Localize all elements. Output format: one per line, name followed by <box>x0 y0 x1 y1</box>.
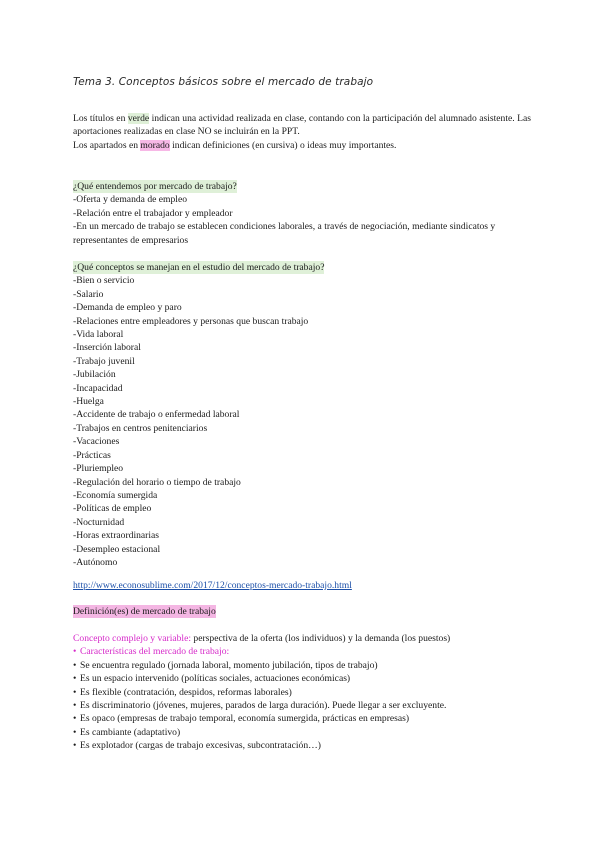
section-conceptos <box>73 261 531 569</box>
list-item: -Huelga <box>73 396 104 408</box>
bullet-item: • Es flexible (contratación, despidos, reformas laborales) <box>73 686 292 698</box>
list-item: -Trabajo juvenil <box>73 355 135 367</box>
intro-paragraph <box>73 112 531 152</box>
definition-heading-row <box>73 605 531 618</box>
list-item: -Salario <box>73 288 104 300</box>
list-item: -Economía sumergida <box>73 489 158 501</box>
list-item: -Prácticas <box>73 449 111 461</box>
bullet-item: • Es explotador (cargas de trabajo excesivas, subcontratación…) <box>73 740 321 752</box>
list-item: -Accidente de trabajo o enfermedad laboral <box>73 409 240 421</box>
bullet-item: • Es un espacio intervenido (políticas sociales, actuaciones económicas) <box>73 673 351 685</box>
section-mercado-trabajo <box>73 180 531 247</box>
list-item: -Políticas de empleo <box>73 503 152 515</box>
section-question: ¿Qué conceptos se manejan en el estudio del mercado de trabajo? <box>73 262 325 273</box>
characteristics-heading: • Características del mercado de trabajo: <box>73 646 230 658</box>
bullet-item: • Es cambiante (adaptativo) <box>73 726 181 738</box>
list-item: -Oferta y demanda de empleo <box>73 194 188 206</box>
concept-label: Concepto complejo y variable: <box>73 633 192 644</box>
bullet-item: • Es opaco (empresas de trabajo temporal, economía sumergida, prácticas en empresas) <box>73 713 410 725</box>
page-title: Tema 3. Conceptos básicos sobre el mercado de trabajo <box>73 76 374 88</box>
list-item: -Jubilación <box>73 369 116 381</box>
section-question: ¿Qué entendemos por mercado de trabajo? <box>73 181 237 192</box>
list-item: -Vida laboral <box>73 329 124 341</box>
reference-link-row <box>73 579 531 592</box>
definition-heading: Definición(es) de mercado de trabajo <box>73 606 216 617</box>
list-item: -Vacaciones <box>73 436 120 448</box>
list-item: -Incapacidad <box>73 382 123 394</box>
list-item: -Relaciones entre empleadores y personas que buscan trabajo <box>73 315 309 327</box>
bullet-item: • Se encuentra regulado (jornada laboral, momento jubilación, tipos de trabajo) <box>73 659 378 671</box>
intro-line-1: Los títulos en verde indican una actividad realizada en clase, contando con la participación del alumnado asistente. Las aportaciones realizadas en clase NO se incluirán en la PPT. <box>73 113 531 138</box>
list-item: -Relación entre el trabajador y empleador <box>73 207 233 219</box>
list-item: -Desempleo estacional <box>73 543 161 555</box>
intro-line-2: Los apartados en morado indican definiciones (en cursiva) o ideas muy importantes. <box>73 139 397 151</box>
list-item: -Demanda de empleo y paro <box>73 302 182 314</box>
bullet-item: • Es discriminatorio (jóvenes, mujeres, parados de larga duración). Puede llegar a ser excluyente. <box>73 700 447 712</box>
list-item: -Pluriempleo <box>73 463 124 475</box>
list-item: -En un mercado de trabajo se establecen condiciones laborales, a través de negociación, mediante sindicatos y representantes de empresarios <box>73 221 496 246</box>
list-item: -Nocturnidad <box>73 516 125 528</box>
concept-line: Concepto complejo y variable: perspectiva de la oferta (los individuos) y la demanda (los puestos) <box>73 633 451 644</box>
list-item: -Horas extraordinarias <box>73 530 160 542</box>
list-item: -Trabajos en centros penitenciarios <box>73 422 208 434</box>
list-item: -Inserción laboral <box>73 342 141 354</box>
list-item: -Regulación del horario o tiempo de trabajo <box>73 476 241 488</box>
pink-highlight-word: morado <box>140 139 170 151</box>
reference-link[interactable]: http://www.econosublime.com/2017/12/conceptos-mercado-trabajo.html <box>73 580 352 591</box>
list-item: -Autónomo <box>73 556 118 568</box>
list-item: -Bien o servicio <box>73 275 135 287</box>
definition-section <box>73 632 531 753</box>
green-highlight-word: verde <box>127 113 150 124</box>
